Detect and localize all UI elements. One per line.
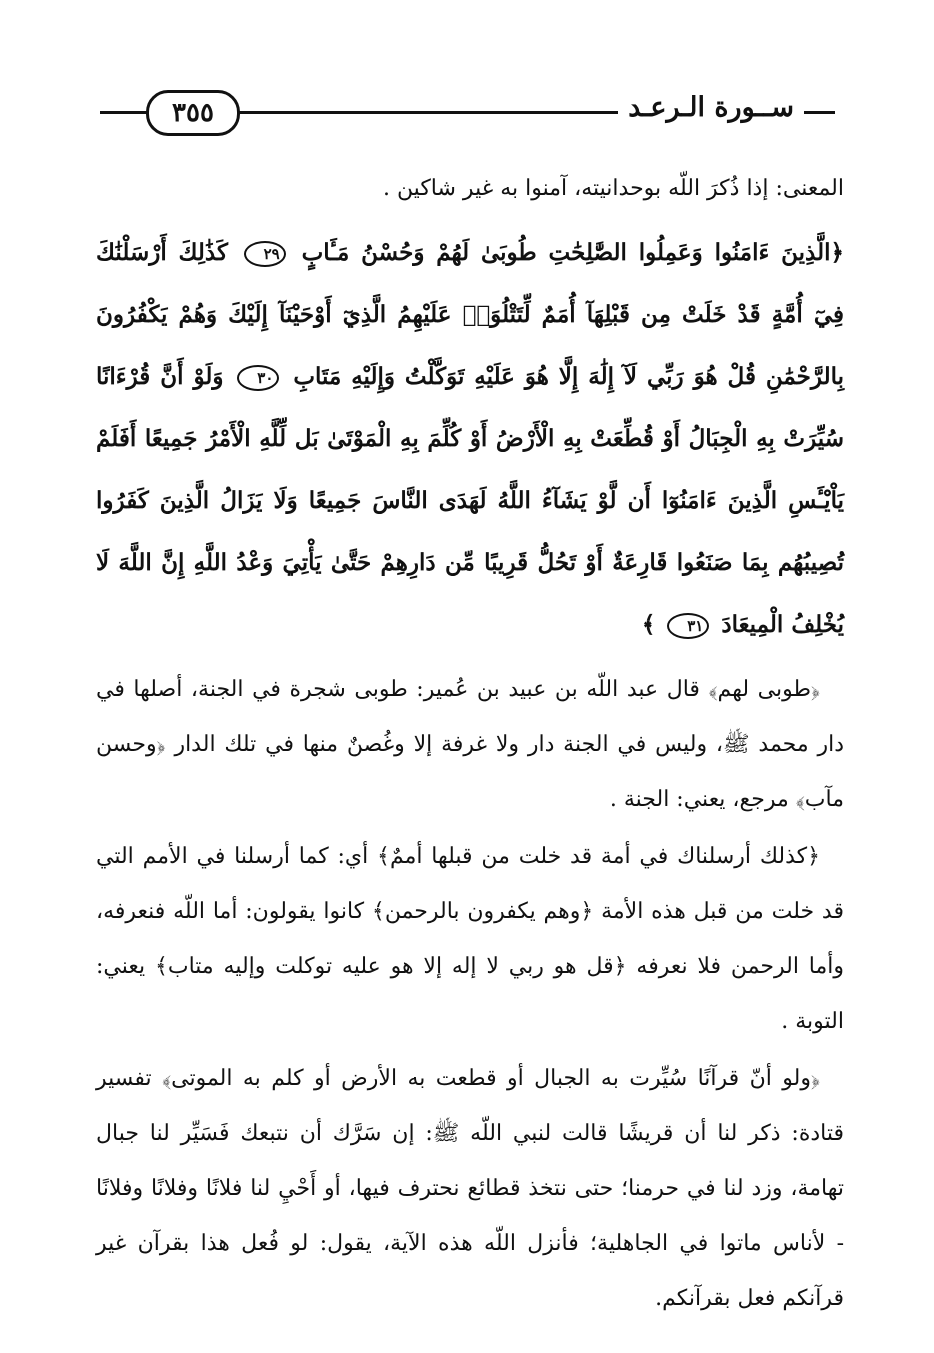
commentary-paragraph-3: ﴿ولو أنّ قرآنًا سُيِّرت به الجبال أو قطعت به الأرض أو كلم به الموتى﴾ تفسير قتادة: ذكر لنا أن قريشًا قالت لنبي اللّه ﷺ: إن سَرَّك أن نتبعك فَسَيِّر لنا جبال تهامة، وزد لنا في حرمنا؛ حتى نتخذ قطائع نحترف فيها، أو أَحْيِ لنا فلانًا وفلانًا وفلانًا - لأناس ماتوا في الجاهلية؛ فأنزل اللّه هذه الآية، يقول: لو فُعل هذا بقرآن غير قرآنكم فعل بقرآنكم.	[96, 1066, 844, 1311]
verse-30: كَذَٰلِكَ أَرْسَلْنَٰكَ فِيٓ أُمَّةٍ قَدْ خَلَتْ مِن قَبْلِهَآ أُمَمٌ لِّتَتْلُوَا۟ عَلَيْهِمُ الَّذِيٓ أَوْحَيْنَآ إِلَيْكَ وَهُمْ يَكْفُرُونَ بِالرَّحْمَٰنِ قُلْ هُوَ رَبِّي لَآ إِلَٰهَ إِلَّا هُوَ عَلَيْهِ تَوَكَّلْتُ وَإِلَيْهِ مَتَابِ	[96, 239, 845, 390]
ayah-number-30: ٣٠	[237, 365, 279, 391]
meaning-line: المعنى: إذا ذُكرَ اللّه بوحدانيته، آمنوا به غير شاكين .	[382, 176, 844, 201]
page-content	[96, 162, 844, 1328]
quran-verses	[96, 222, 844, 656]
surah-title: ســورة الـرعـد	[618, 88, 804, 128]
verse-31: وَلَوْ أَنَّ قُرْءَانًا سُيِّرَتْ بِهِ الْجِبَالُ أَوْ قُطِّعَتْ بِهِ الْأَرْضُ أَوْ كُلِّمَ بِهِ الْمَوْتَىٰ بَل لِّلَّهِ الْأَمْرُ جَمِيعًا أَفَلَمْ يَاْيْـَٔسِ الَّذِينَ ءَامَنُوٓا أَن لَّوْ يَشَآءُ اللَّهُ لَهَدَى النَّاسَ جَمِيعًا وَلَا يَزَالُ الَّذِينَ كَفَرُوا تُصِيبُهُم بِمَا صَنَعُوا قَارِعَةٌ أَوْ تَحُلُّ قَرِيبًا مِّن دَارِهِمْ حَتَّىٰ يَأْتِيَ وَعْدُ اللَّهِ إِنَّ اللَّهَ لَا يُخْلِفُ الْمِيعَادَ	[96, 363, 844, 638]
commentary-paragraph-1: ﴿طوبى لهم﴾ قال عبد اللّه بن عبيد بن عُمير: طوبى شجرة في الجنة، أصلها في دار محمد ﷺ، وليس في الجنة دار ولا غرفة إلا وغُصنٌ منها في تلك الدار ﴿وحسن مآب﴾ مرجع، يعني: الجنة .	[96, 677, 844, 812]
page-number: ٣٥٥	[146, 90, 240, 136]
ayah-number-29: ٢٩	[244, 241, 286, 267]
page-header	[100, 88, 842, 140]
verse-close-bracket: ﴾	[641, 611, 656, 638]
ayah-number-31: ٣١	[667, 613, 709, 639]
header-rule-left	[100, 111, 148, 114]
verse-29: ﴿الَّذِينَ ءَامَنُوا وَعَمِلُوا الصَّٰلِحَٰتِ طُوبَىٰ لَهُمْ وَحُسْنُ مَـَٔابٍ	[301, 239, 844, 266]
commentary-paragraph-2: ﴿كذلك أرسلناك في أمة قد خلت من قبلها أممٌ﴾ أي: كما أرسلنا في الأمم التي قد خلت من قبل هذه الأمة ﴿وهم يكفرون بالرحمن﴾ كانوا يقولون: أما اللّه فنعرفه، وأما الرحمن فلا نعرفه ﴿قل هو ربي لا إله إلا هو عليه توكلت وإليه متاب﴾ يعني: التوبة .	[96, 844, 844, 1034]
